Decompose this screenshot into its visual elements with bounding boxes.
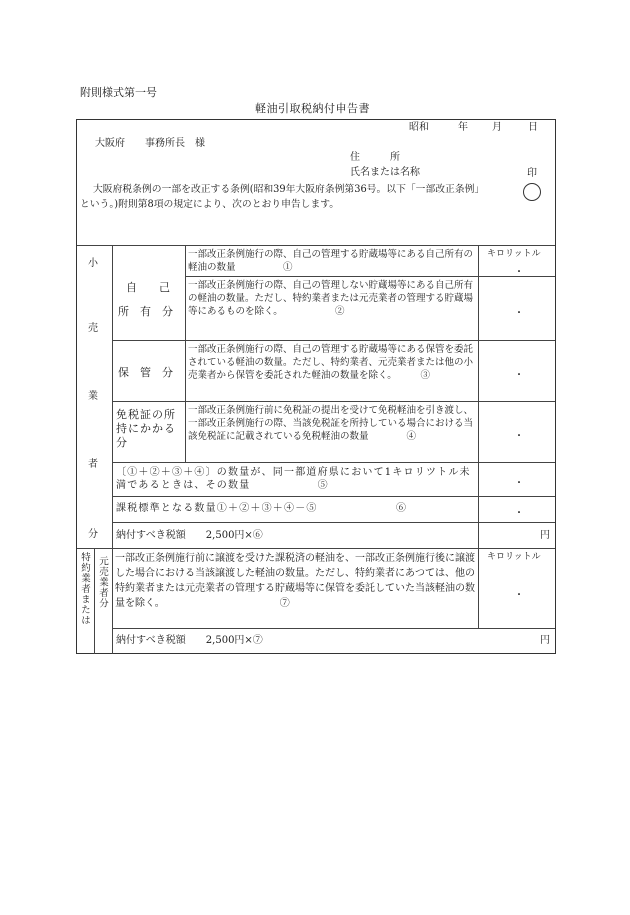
retailer-tax-text: 納付すべき税額 2,500円×⑥ — [116, 530, 263, 541]
value-dot: ・ — [514, 370, 524, 381]
sublabel-column-line — [185, 245, 186, 462]
value-dot: ・ — [514, 308, 524, 319]
addressee: 大阪府 事務所長 様 — [95, 138, 205, 149]
label-column-line — [112, 245, 113, 654]
unit-kiloliter: キロリットル — [487, 552, 541, 562]
date-month: 月 — [492, 122, 502, 133]
value-dot: ・ — [514, 508, 524, 519]
certificate-label: 免税証の所持にかかる分 — [116, 408, 176, 449]
retailer-label-char: 分 — [88, 529, 98, 540]
value-dot: ・ — [514, 267, 524, 278]
preamble-line-1: 大阪府税条例の一部を改正する条例(昭和39年大阪府条例第36号。以下「一部改正条例」 — [93, 184, 485, 195]
row-divider — [112, 462, 555, 463]
own-label: 自 己 — [126, 281, 170, 294]
row-divider — [112, 496, 555, 497]
wholesale-split-line — [94, 548, 95, 654]
retailer-label-char: 業 — [88, 391, 98, 402]
unit-yen: 円 — [540, 635, 550, 646]
stored-label: 保 管 分 — [118, 366, 173, 379]
address-label: 住 所 — [350, 152, 400, 163]
unit-yen: 円 — [540, 530, 550, 541]
unit-kiloliter: キロリットル — [487, 249, 541, 259]
row-divider — [112, 522, 555, 523]
wholesale-tax-text: 納付すべき税額 2,500円×⑦ — [116, 635, 263, 646]
seal-mark: 印 — [527, 168, 537, 179]
own-label: 所 有 分 — [118, 305, 173, 318]
wholesale-right-label: 元売業者分 — [97, 556, 108, 609]
retailer-label-char: 小 — [88, 258, 98, 269]
row-1-text: 一部改正条例施行の際、自己の管理する貯蔵場等にある自己所有の軽油の数量 ① — [188, 249, 474, 273]
value-dot: ・ — [514, 590, 524, 601]
row-6-text: 課税標準となる数量①＋②＋③＋④－⑤ ⑥ — [116, 503, 408, 514]
row-3-text: 一部改正条例施行の際、自己の管理する貯蔵場等にある保管を委託されている軽油の数量。ただし、特約業者、元売業者または他の小売業者から保管を委託された軽油の数量を除く。 ③ — [188, 344, 474, 381]
stamp-circle — [523, 183, 541, 201]
wholesale-left-label: 特約業者または — [79, 552, 90, 626]
retailer-label-char: 者 — [88, 459, 98, 470]
header-divider — [77, 245, 555, 246]
name-label: 氏名または名称 — [350, 167, 420, 178]
date-day: 日 — [528, 122, 538, 133]
form-number: 附則様式第一号 — [80, 86, 157, 99]
value-column-line — [478, 245, 479, 628]
row-5-text: 〔①＋②＋③＋④〕の数量が、同一都道府県において1キロリツトル未満であるときは、その数量 ⑤ — [116, 467, 471, 491]
row-4-text: 一部改正条例施行前に免税証の提出を受けて免税軽油を引き渡し、一部改正条例施行の際、当該免税証を所持している場合における当該免税証に記載されている免税軽油の数量 ④ — [188, 405, 474, 442]
row-2-text: 一部改正条例施行の際、自己の管理しない貯蔵場等にある自己所有の軽油の数量。ただし、特約業者または元売業者の管理する貯蔵場等にあるものを除く。 ② — [188, 280, 474, 317]
row-divider — [112, 401, 555, 402]
value-dot: ・ — [514, 431, 524, 442]
section-divider — [77, 548, 555, 549]
value-dot: ・ — [514, 478, 524, 489]
form-title: 軽油引取税納付申告書 — [255, 102, 370, 115]
row-7-text: 一部改正条例施行前に譲渡を受けた課税済の軽油を、一部改正条例施行後に譲渡した場合における当該譲渡した軽油の数量。ただし、特約業者にあつては、他の特約業者または元売業者の管理する貯蔵場等に保管を委託していた当該軽油の数量を除く。 ⑦ — [115, 553, 475, 609]
row-divider — [112, 628, 555, 629]
date-era: 昭和 — [409, 122, 429, 133]
row-divider — [112, 340, 555, 341]
retailer-label-char: 売 — [88, 323, 98, 334]
row-divider — [185, 276, 555, 277]
date-year: 年 — [458, 122, 468, 133]
preamble-line-2: という。)附則第8項の規定により、次のとおり申告します。 — [80, 199, 340, 210]
